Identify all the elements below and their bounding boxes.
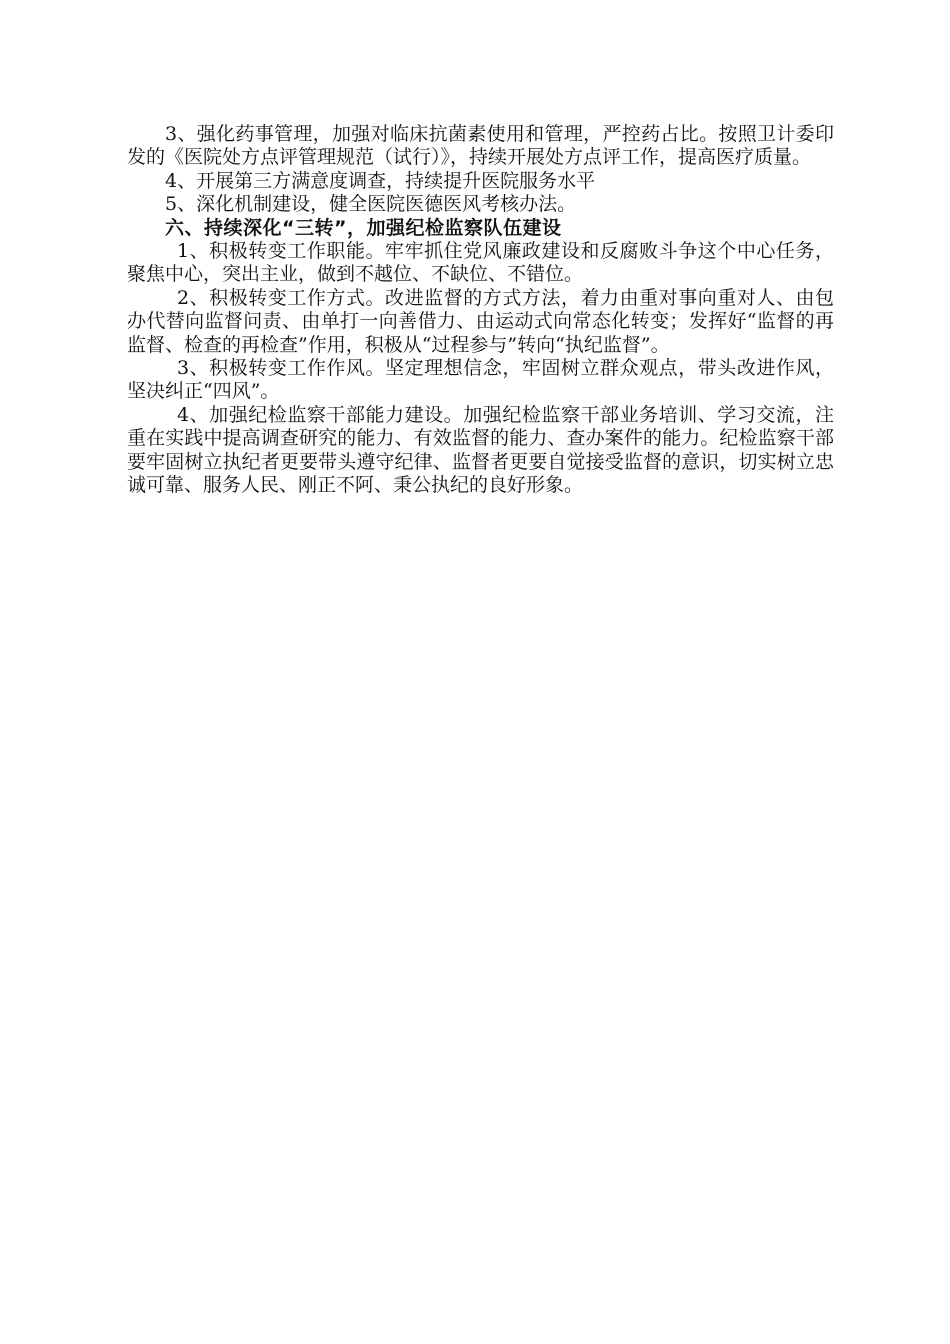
section-paragraph-4: 4、加强纪检监察干部能力建设。加强纪检监察干部业务培训、学习交流，注重在实践中提高调查研究的能力、有效监督的能力、查办案件的能力。纪检监察干部要牢固树立执纪者更要带头遵守纪律、监督者更要自觉接受监督的意识，切实树立忠诚可靠、服务人民、刚正不阿、秉公执纪的良好形象。 [127,403,834,497]
paragraph-item-4: 4、开展第三方满意度调查，持续提升医院服务水平 [165,169,596,192]
section-paragraph-2: 2、积极转变工作方式。改进监督的方式方法，着力由重对事向重对人、由包办代替向监督问责、由单打一向善借力、由运动式向常态化转变；发挥好“监督的再监督、检查的再检查”作用，积极从“过程参与”转向“执纪监督”。 [127,286,834,356]
document-body [127,123,834,498]
section-paragraph-3: 3、积极转变工作作风。坚定理想信念，牢固树立群众观点，带头改进作风，坚决纠正“四风”。 [127,357,834,403]
paragraph-item-3: 3、强化药事管理，加强对临床抗菌素使用和管理，严控药占比。按照卫计委印发的《医院处方点评管理规范（试行）》，持续开展处方点评工作，提高医疗质量。 [127,123,834,169]
section-heading: 六、持续深化“三转”，加强纪检监察队伍建设 [165,216,562,239]
section-paragraph-1: 1、积极转变工作职能。牢牢抓住党风廉政建设和反腐败斗争这个中心任务，聚焦中心，突出主业，做到不越位、不缺位、不错位。 [127,240,834,286]
paragraph-item-5: 5、深化机制建设，健全医院医德医风考核办法。 [165,193,577,216]
